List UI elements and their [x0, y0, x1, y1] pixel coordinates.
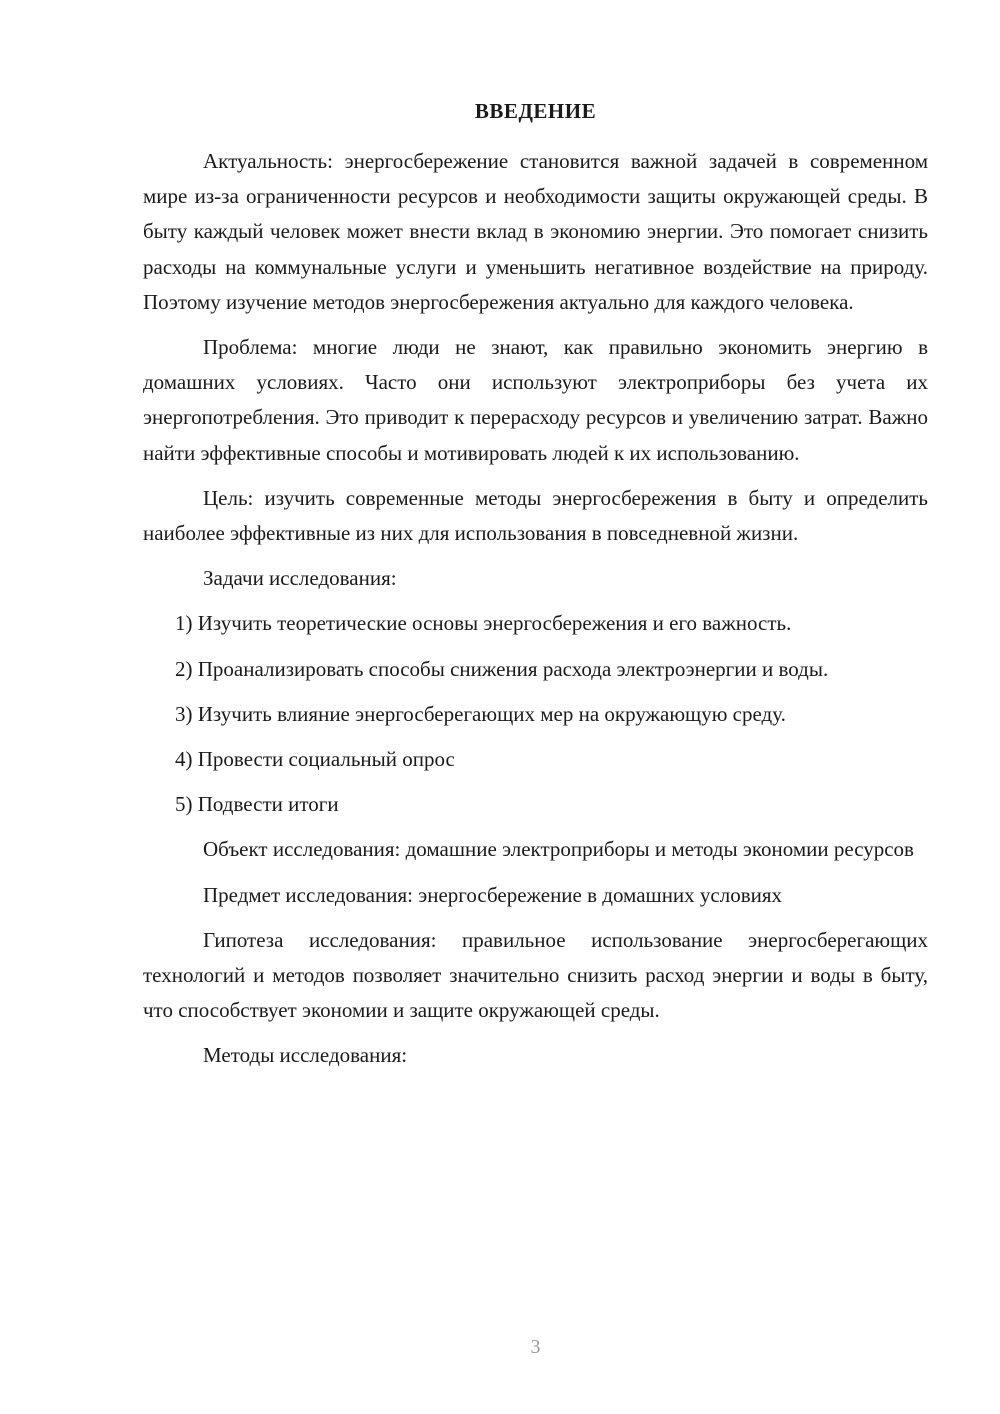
task-item: 4) Провести социальный опрос: [175, 747, 455, 772]
subject-paragraph: Предмет исследования: энергосбережение в домашних условиях: [203, 882, 783, 907]
relevance-paragraph: Актуальность: энергосбережение становится важной задачей в современном мире из-за ограниченности ресурсов и необходимости защиты окружающей среды. В быту каждый человек может внести вклад в экономию энергии. Это помогает снизить расходы на коммунальные услуги и уменьшить негативное воздействие на природу. Поэтому изучение методов энергосбережения актуально для каждого человека.: [143, 149, 928, 314]
task-item: 5) Подвести итоги: [175, 792, 339, 817]
goal-paragraph: Цель: изучить современные методы энергосбережения в быту и определить наиболее эффективные из них для использования в повседневной жизни.: [143, 485, 928, 546]
task-item: 3) Изучить влияние энергосберегающих мер на окружающую среду.: [175, 701, 786, 726]
problem-paragraph: Проблема: многие люди не знают, как правильно экономить энергию в домашних условиях. Часто они используют электроприборы без учета их энергопотребления. Это приводит к перерасходу ресурсов и увеличению затрат. Важно найти эффективные способы и мотивировать людей к их использованию.: [143, 335, 928, 465]
task-item: 1) Изучить теоретические основы энергосбережения и его важность.: [175, 611, 792, 636]
tasks-heading: Задачи исследования:: [203, 566, 397, 591]
page-title: ВВЕДЕНИЕ: [474, 99, 597, 123]
object-paragraph: Объект исследования: домашние электроприборы и методы экономии ресурсов: [203, 837, 914, 862]
methods-heading: Методы исследования:: [203, 1043, 408, 1068]
document-page: [143, 0, 928, 1414]
task-item: 2) Проанализировать способы снижения расхода электроэнергии и воды.: [175, 656, 829, 681]
document-body: [143, 144, 928, 1084]
page-number: 3: [530, 1336, 541, 1358]
hypothesis-paragraph: Гипотеза исследования: правильное использование энергосберегающих технологий и методов позволяет значительно снизить расход энергии и воды в быту, что способствует экономии и защите окружающей среды.: [143, 927, 928, 1023]
